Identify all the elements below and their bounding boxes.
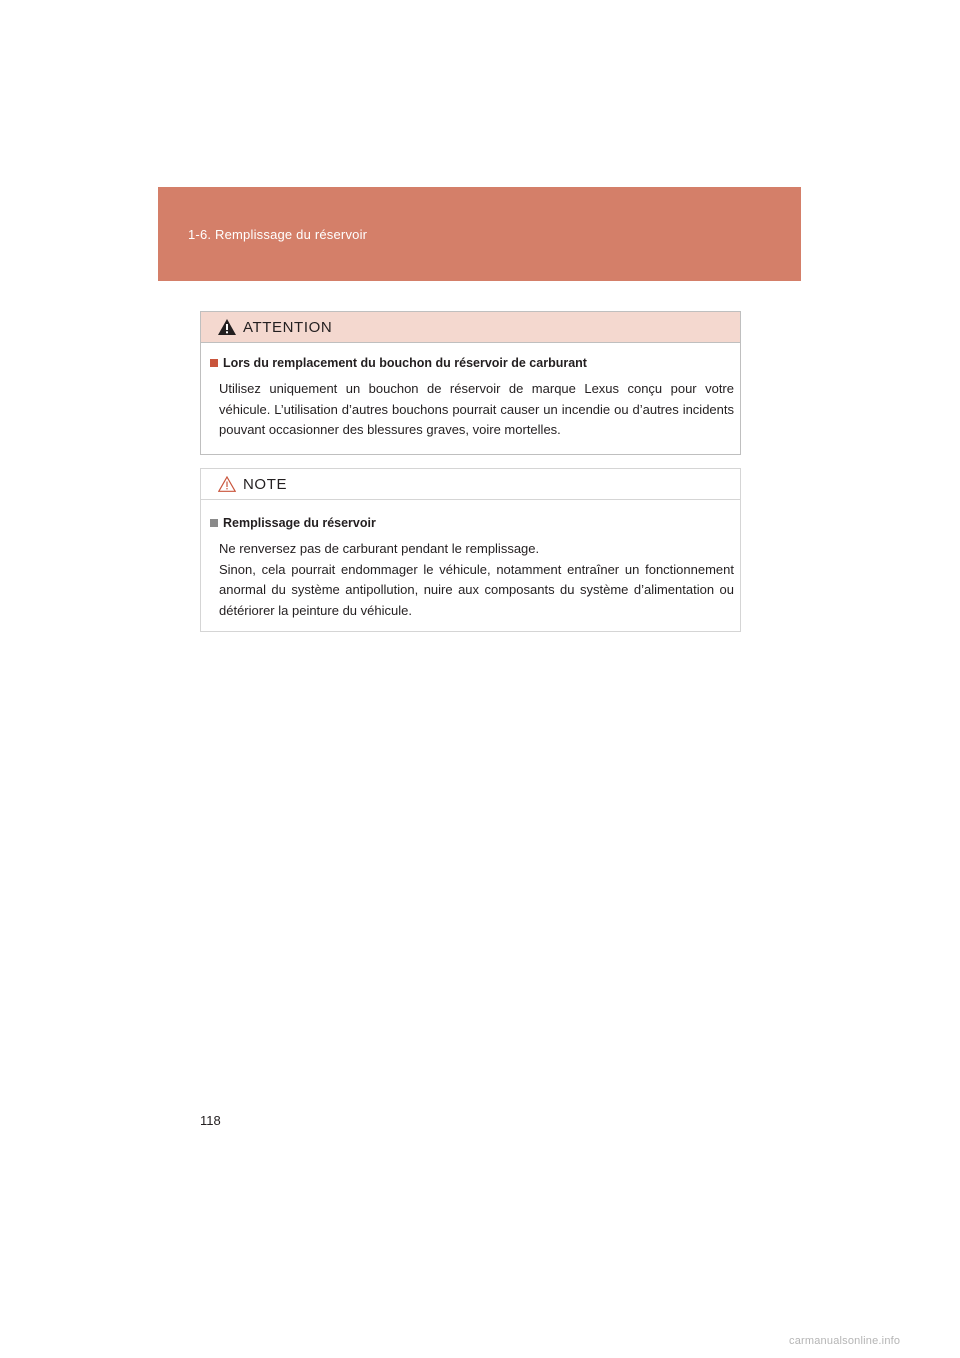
attention-box [200, 311, 741, 455]
note-box [200, 468, 741, 632]
attention-text: Utilisez uniquement un bouchon de réservoir de marque Lexus conçu pour votre véhicule. L’utilisation d’autres bouchons pourrait causer un incendie ou d’autres incidents pouvant occasionner des blessures graves, voire mortelles. [219, 381, 734, 437]
note-header [201, 469, 740, 500]
watermark-text: carmanualsonline.info [789, 1335, 901, 1347]
attention-item-heading [210, 355, 734, 371]
warning-triangle-icon [218, 319, 236, 335]
caution-triangle-outline-icon [218, 476, 236, 492]
note-line-1: Ne renversez pas de carburant pendant le remplissage. [219, 541, 540, 556]
attention-body [210, 355, 734, 441]
attention-label: ATTENTION [243, 319, 333, 336]
section-title: 1-6. Remplissage du réservoir [188, 227, 368, 242]
section-header-band [158, 187, 801, 281]
square-bullet-icon [210, 359, 218, 367]
note-heading-text: Remplissage du réservoir [223, 516, 376, 530]
attention-heading-text: Lors du remplacement du bouchon du réservoir de carburant [223, 356, 587, 370]
attention-paragraph [219, 379, 734, 441]
note-line-2: Sinon, cela pourrait endommager le véhicule, notamment entraîner un fonctionnement anormal du système antipollution, nuire aux composants du système d’alimentation ou détériorer la peinture du véhicule. [219, 561, 734, 618]
attention-header [201, 312, 740, 343]
note-item-heading [210, 515, 734, 531]
square-bullet-icon [210, 519, 218, 527]
note-label: NOTE [243, 476, 288, 493]
note-paragraph [219, 539, 734, 621]
note-body [210, 515, 734, 621]
page-number: 118 [200, 1113, 221, 1128]
